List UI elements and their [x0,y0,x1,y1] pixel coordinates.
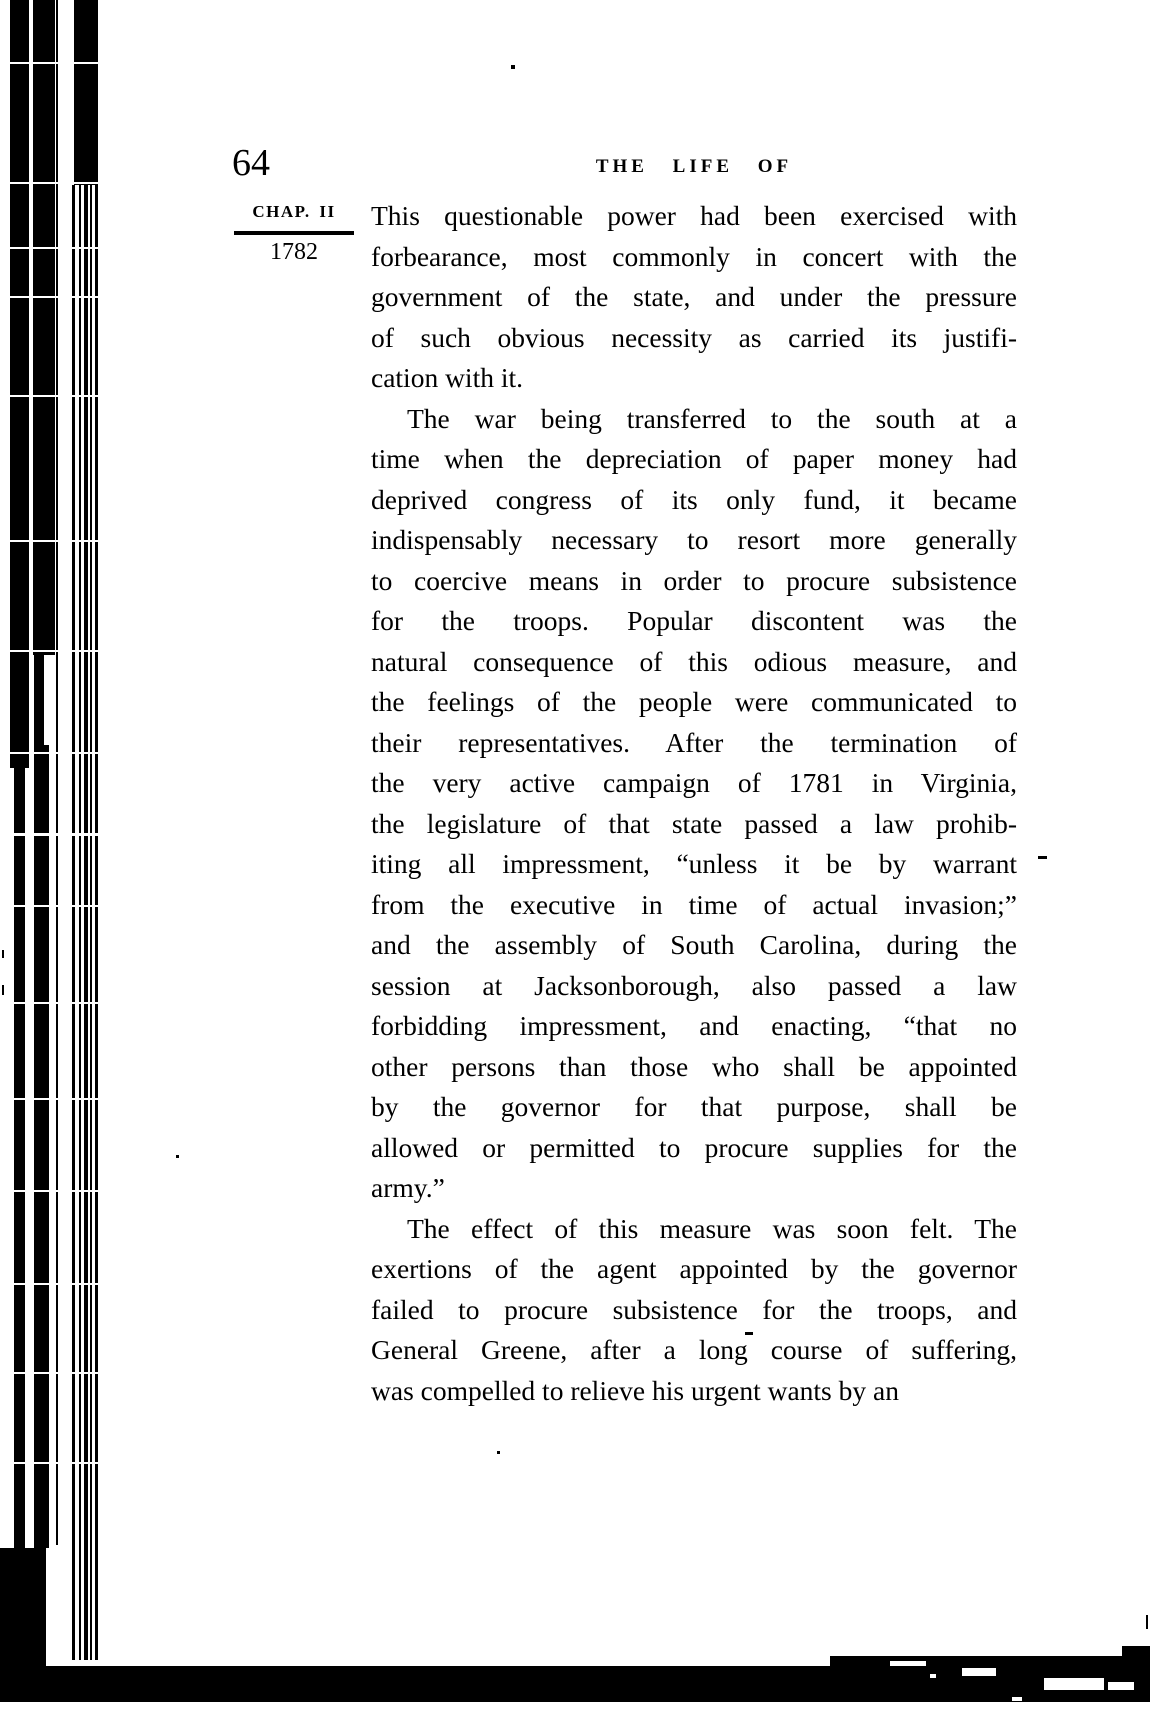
text-line: The war being transferred to the south at a [407,402,1017,434]
text-line: time when the depreciation of paper money had [371,443,1017,474]
paragraph [371,1209,1017,1412]
paragraph [371,399,1017,1209]
text-line: allowed or permitted to procure supplies for the [371,1131,1017,1163]
text-line: government of the state, and under the pressure [371,281,1017,312]
text-line: This questionable power had been exercised with [371,200,1017,231]
margin-note [234,202,354,264]
text-line: iting all impressment, “unless it be by warrant [371,848,1017,879]
text-line: the very active campaign of 1781 in Virginia, [371,767,1017,798]
text-line: army.” [371,1172,445,1203]
text-line: and the assembly of South Carolina, during the [371,929,1017,960]
year-label: 1782 [270,239,318,266]
text-line: for the troops. Popular discontent was the [371,605,1017,636]
text-line: failed to procure subsistence for the troops, and [371,1293,1017,1325]
paragraph [371,196,1017,399]
text-line: exertions of the agent appointed by the governor [371,1253,1017,1284]
text-line: cation with it. [371,362,523,393]
text-line: of such obvious necessity as carried its justifi- [371,321,1017,353]
text-line: forbearance, most commonly in concert with the [371,240,1017,272]
text-line: forbidding impressment, and enacting, “that no [371,1010,1017,1041]
text-line: the feelings of the people were communicated to [371,686,1017,717]
text-line: the legislature of that state passed a law prohib- [371,807,1017,839]
running-head: THE LIFE OF [595,156,793,177]
page-number: 64 [232,142,270,184]
text-line: other persons than those who shall be appointed [371,1050,1017,1082]
text-line: deprived congress of its only fund, it became [371,483,1017,515]
body-text [371,196,1017,1411]
chapter-rule [234,231,354,235]
text-line: indispensably necessary to resort more generally [371,524,1017,555]
text-line: from the executive in time of actual invasion;” [371,888,1017,920]
chapter-label: CHAP. II [252,202,336,221]
text-line: The effect of this measure was soon felt. The [407,1212,1017,1244]
text-line: their representatives. After the termination of [371,726,1017,758]
text-line: to coercive means in order to procure subsistence [371,564,1017,596]
text-line: session at Jacksonborough, also passed a law [371,969,1017,1001]
text-line: natural consequence of this odious measure, and [371,645,1017,677]
text-line: General Greene, after a long course of suffering, [371,1334,1017,1365]
text-line: by the governor for that purpose, shall be [371,1091,1017,1122]
text-line: was compelled to relieve his urgent wants by an [371,1374,899,1406]
